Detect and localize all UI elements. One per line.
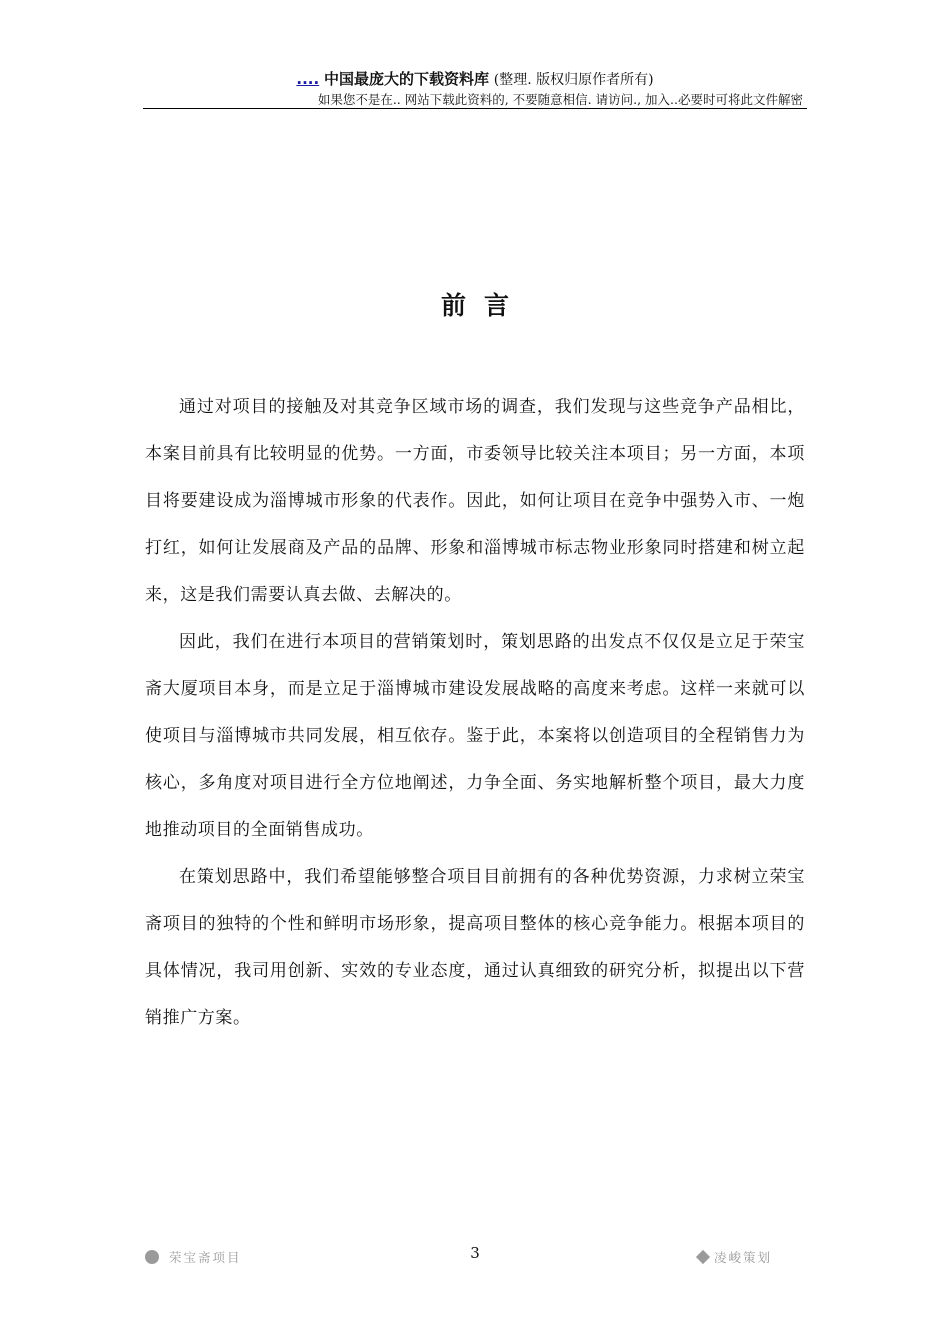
footer-right <box>698 1248 772 1266</box>
paragraph-2: 因此，我们在进行本项目的营销策划时，策划思路的出发点不仅仅是立足于荣宝斋大厦项目本身，而是立足于淄博城市建设发展战略的高度来考虑。这样一来就可以使项目与淄博城市共同发展，相互依存。鉴于此，本案将以创造项目的全程销售力为核心，多角度对项目进行全方位地阐述，力争全面、务实地解析整个项目，最大力度地推动项目的全面销售成功。 <box>145 632 805 840</box>
page-header <box>143 66 807 109</box>
page-number: 3 <box>470 1244 480 1262</box>
header-link[interactable]: .... <box>296 70 320 88</box>
page-footer <box>0 1244 950 1268</box>
paragraph-3: 在策划思路中，我们希望能够整合项目目前拥有的各种优势资源，力求树立荣宝斋项目的独特的个性和鲜明市场形象，提高项目整体的核心竞争能力。根据本项目的具体情况，我司用创新、实效的专业态度，通过认真细致的研究分析，拟提出以下营销推广方案。 <box>145 867 805 1028</box>
document-body <box>145 384 805 1042</box>
diamond-icon <box>696 1250 710 1264</box>
document-title: 前言 <box>440 291 527 320</box>
footer-project-label: 荣宝斋项目 <box>169 1250 242 1265</box>
footer-company-label: 凌峻策划 <box>713 1250 772 1265</box>
header-disclaimer: 如果您不是在.. 网站下载此资料的, 不要随意相信. 请访问., 加入..必要时可将此文件解密 <box>317 92 803 107</box>
header-line-1 <box>143 68 807 89</box>
header-note: (整理. 版权归原作者所有) <box>493 72 654 88</box>
paragraph-1: 通过对项目的接触及对其竞争区域市场的调查，我们发现与这些竞争产品相比，本案目前具有比较明显的优势。一方面，市委领导比较关注本项目；另一方面，本项目将要建设成为淄博城市形象的代表作。因此，如何让项目在竞争中强势入市、一炮打红，如何让发展商及产品的品牌、形象和淄博城市标志物业形象同时搭建和树立起来，这是我们需要认真去做、去解决的。 <box>145 397 805 605</box>
header-title: 中国最庞大的下载资料库 <box>323 70 489 88</box>
